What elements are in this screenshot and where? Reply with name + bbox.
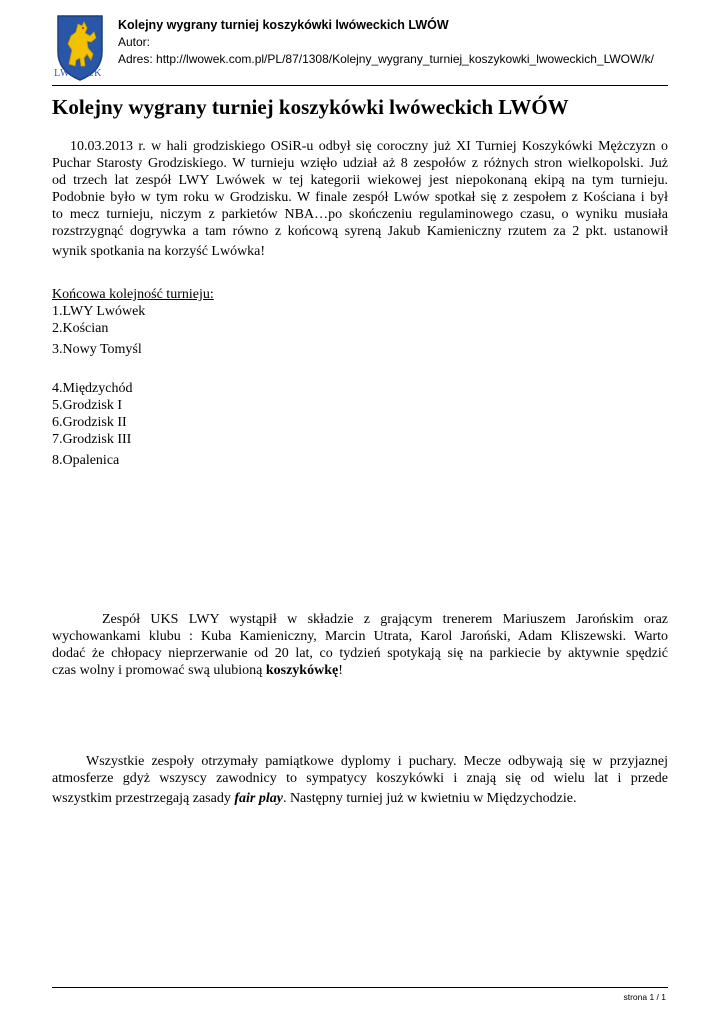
article-paragraph-2	[52, 611, 668, 679]
paragraph-line: rozstrzygnąć dogrywka a tam równo z końcową syreną Jakub Kamieniczny rzutem za 2 pkt. ustanowił	[52, 224, 668, 239]
paragraph-text: czas wolny i promować swą ulubioną	[52, 663, 266, 678]
paragraph-line: wynik spotkania na korzyść Lwówka!	[52, 244, 266, 259]
header-title: Kolejny wygrany turniej koszykówki lwóweckich LWÓW	[118, 18, 449, 32]
paragraph-line: Wszystkie zespoły otrzymały pamiątkowe dyplomy i puchary. Mecze odbywają się w przyjaznej	[86, 754, 668, 769]
header-divider	[52, 85, 668, 86]
bold-keyword: koszykówkę	[265, 663, 339, 678]
paragraph-line: Podobnie było w tym roku w Grodzisku. W finale zespół Lwów spotkał się z zespołem z Kościana i był	[52, 190, 668, 205]
logo-caption: LWÓWEK	[54, 68, 102, 79]
paragraph-line: Puchar Starosty Grodziskiego. W turnieju wzięło udział aż 8 zespołów z różnych stron wielkopolski. Już	[52, 156, 668, 171]
paragraph-line	[52, 790, 668, 807]
article-paragraph-1	[52, 138, 668, 260]
paragraph-line: Zespół UKS LWY wystąpił w składzie z grającym trenerem Mariuszem Jarońskim oraz	[102, 612, 668, 627]
standings-item: 8.Opalenica	[52, 453, 120, 468]
footer-divider	[52, 987, 668, 988]
paragraph-line: od trzech lat zespół LWY Lwówek w tej kategorii wiekowej jest niepokonaną ekipą na tym turnieju.	[52, 173, 668, 188]
paragraph-line: 10.03.2013 r. w hali grodziskiego OSiR-u odbył się coroczny już XI Turniej Koszykówki Mężczyzn o	[70, 139, 668, 154]
paragraph-line: wychowankami klubu : Kuba Kamieniczny, Marcin Utrata, Karol Jaroński, Adam Kliszewski. Warto	[52, 629, 668, 644]
standings-item: 1.LWY Lwówek	[52, 304, 146, 319]
header-address: Adres: http://lwowek.com.pl/PL/87/1308/Kolejny_wygrany_turniej_koszykowki_lwoweckich_LWOW/k/	[118, 52, 655, 66]
article-paragraph-3	[52, 753, 668, 807]
paragraph-line	[52, 662, 668, 679]
standings-item: 6.Grodzisk II	[52, 415, 127, 430]
standings-item: 3.Nowy Tomyśl	[52, 342, 142, 357]
standings-heading: Końcowa kolejność turnieju:	[52, 287, 214, 302]
paragraph-line: to mecz turnieju, niczym z parkietów NBA…po skończeniu regulaminowego czasu, o wyniku musiała	[52, 207, 668, 222]
standings-item: 7.Grodzisk III	[52, 432, 132, 447]
paragraph-line: dodać że chłopacy nieprzerwanie od 20 lat, co tydzień spotykają się na parkiecie by aktywnie spędzić	[52, 646, 668, 661]
standings-item: 5.Grodzisk I	[52, 398, 122, 413]
paragraph-text: !	[338, 663, 343, 678]
emphasis-fair-play: fair play	[234, 791, 283, 806]
standings-item: 4.Międzychód	[52, 381, 133, 396]
article-title: Kolejny wygrany turniej koszykówki lwóweckich LWÓW	[52, 95, 569, 119]
standings-item: 2.Kościan	[52, 321, 109, 336]
header-author: Autor:	[118, 35, 151, 49]
page-number: strona 1 / 1	[623, 992, 666, 1002]
paragraph-text: . Następny turniej już w kwietniu w Międzychodzie.	[282, 791, 577, 806]
paragraph-text: wszystkim przestrzegają zasady	[52, 791, 235, 806]
paragraph-line: atmosferze gdyż wszyscy zawodnicy to sympatycy koszykówki i znają się od wielu lat i przede	[52, 771, 668, 786]
